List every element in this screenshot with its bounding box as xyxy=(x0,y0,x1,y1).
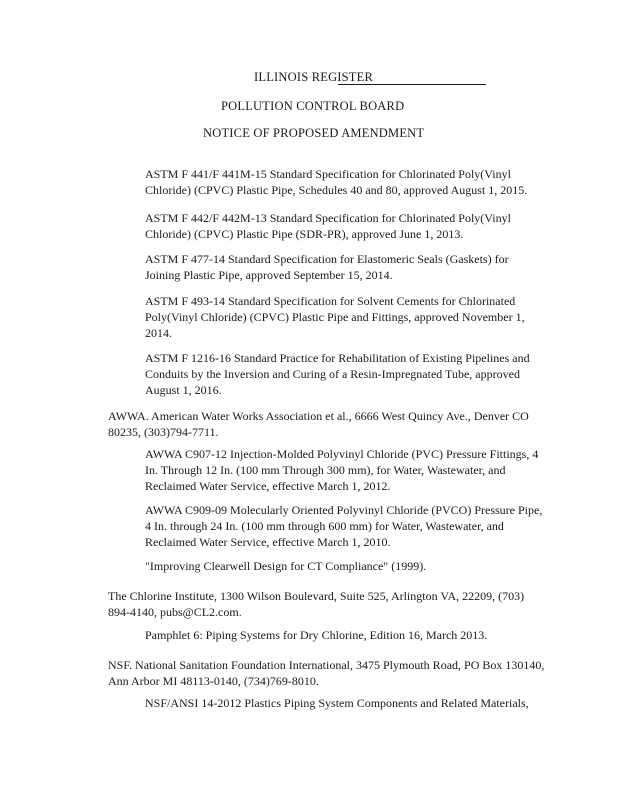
board-title: POLLUTION CONTROL BOARD xyxy=(221,99,405,113)
awwa-c909-entry: AWWA C909-09 Molecularly Oriented Polyvinyl Chloride (PVCO) Pressure Pipe, 4 In. through 24 In. (100 mm through 600 mm) for Water, Wastewater, and Reclaimed Water Service, effective March 1, 2010. xyxy=(145,503,543,549)
register-underline xyxy=(338,84,486,85)
awwa-c907-entry: AWWA C907-12 Injection-Molded Polyvinyl Chloride (PVC) Pressure Fittings, 4 In. Through 12 In. (100 mm Through 300 mm), for Water, Wastewater, and Reclaimed Water Service, effective March 1, 2012. xyxy=(145,447,539,493)
astm-f477-entry: ASTM F 477-14 Standard Specification for Elastomeric Seals (Gaskets) for Joining Plastic Pipe, approved September 15, 2014. xyxy=(145,252,509,282)
nsf-ansi-14-entry: NSF/ANSI 14-2012 Plastics Piping System Components and Related Materials, xyxy=(145,696,529,710)
register-title: ILLINOIS REGISTER xyxy=(254,70,374,84)
notice-title: NOTICE OF PROPOSED AMENDMENT xyxy=(203,126,425,140)
nsf-address-entry: NSF. National Sanitation Foundation International, 3475 Plymouth Road, PO Box 130140, Ann Arbor MI 48113-0140, (734)769-8010. xyxy=(108,658,545,688)
astm-f1216-entry: ASTM F 1216-16 Standard Practice for Rehabilitation of Existing Pipelines and Conduits by the Inversion and Curing of a Resin-Impregnated Tube, approved August 1, 2016. xyxy=(145,351,530,397)
pamphlet-6-entry: Pamphlet 6: Piping Systems for Dry Chlorine, Edition 16, March 2013. xyxy=(145,628,488,642)
astm-f441-entry: ASTM F 441/F 441M-15 Standard Specification for Chlorinated Poly(Vinyl Chloride) (CPVC) Plastic Pipe, Schedules 40 and 80, approved August 1, 2015. xyxy=(145,167,528,197)
awwa-address-entry: AWWA. American Water Works Association et al., 6666 West Quincy Ave., Denver CO 80235, (303)794-7711. xyxy=(108,409,529,439)
astm-f442-entry: ASTM F 442/F 442M-13 Standard Specification for Chlorinated Poly(Vinyl Chloride) (CPVC) Plastic Pipe (SDR-PR), approved June 1, 2013. xyxy=(145,211,511,241)
astm-f493-entry: ASTM F 493-14 Standard Specification for Solvent Cements for Chlorinated Poly(Vinyl Chloride) (CPVC) Plastic Pipe and Fittings, approved November 1, 2014. xyxy=(145,294,525,340)
chlorine-institute-entry: The Chlorine Institute, 1300 Wilson Boulevard, Suite 525, Arlington VA, 22209, (703) 894-4140, pubs@CL2.com. xyxy=(108,589,525,619)
clearwell-design-entry: "Improving Clearwell Design for CT Compliance" (1999). xyxy=(145,559,427,573)
